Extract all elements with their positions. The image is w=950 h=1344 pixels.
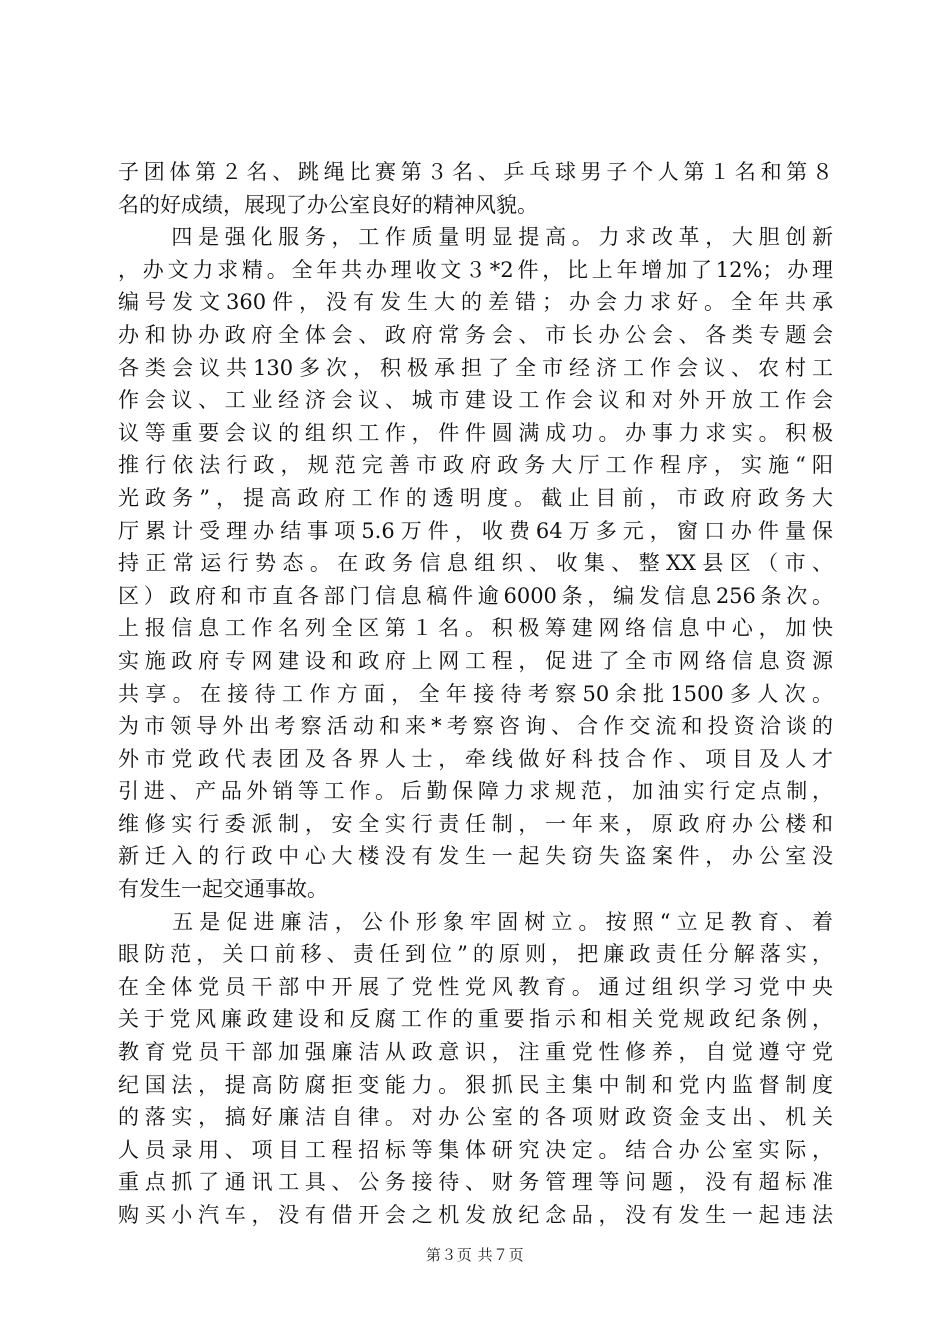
body-text xyxy=(118,156,833,1232)
text-line: 五是促进廉洁，公仆形象牢固树立。按照“立足教育、着 xyxy=(118,909,833,934)
text-line: 持正常运行势态。在政务信息组织、收集、整XX县区（市、 xyxy=(118,551,833,576)
text-line: 四是强化服务，工作质量明显提高。力求改革，大胆创新 xyxy=(118,225,833,250)
text-line: 子团体第２名、跳绳比赛第３名、乒乓球男子个人第１名和第８ xyxy=(118,160,833,184)
text-line: 光政务”，提高政府工作的透明度。截止目前，市政府政务大 xyxy=(118,485,833,510)
text-line: 维修实行委派制，安全实行责任制，一年来，原政府办公楼和 xyxy=(118,811,833,836)
text-line: 在全体党员干部中开展了党性党风教育。通过组织学习党中央 xyxy=(118,974,833,999)
page-number-footer: 第３页 共７页 xyxy=(425,1246,525,1264)
text-line: 新迁入的行政中心大楼没有发生一起失窃失盗案件，办公室没 xyxy=(118,844,833,869)
text-line: 外市党政代表团及各界人士，牵线做好科技合作、项目及人才 xyxy=(118,746,833,771)
text-line: 推行依法行政，规范完善市政府政务大厅工作程序，实施“阳 xyxy=(118,453,833,478)
text-line: 议等重要会议的组织工作，件件圆满成功。办事力求实。积极 xyxy=(118,420,833,445)
text-line: 重点抓了通讯工具、公务接待、财务管理等问题，没有超标准 xyxy=(118,1170,833,1195)
text-line: 教育党员干部加强廉洁从政意识，注重党性修养，自觉遵守党 xyxy=(118,1040,833,1065)
text-line: 共享。在接待工作方面，全年接待考察50余批1500多人次。 xyxy=(118,681,833,706)
text-line: 上报信息工作名列全区第１名。积极筹建网络信息中心，加快 xyxy=(118,616,833,641)
text-line: 编号发文360件，没有发生大的差错；办会力求好。全年共承 xyxy=(118,290,833,315)
text-line: 纪国法，提高防腐拒变能力。狠抓民主集中制和党内监督制度 xyxy=(118,1072,833,1097)
text-line: 厅累计受理办结事项5.6万件，收费64万多元，窗口办件量保 xyxy=(118,518,833,543)
text-line: 引进、产品外销等工作。后勤保障力求规范，加油实行定点制， xyxy=(118,779,833,804)
text-line: 眼防范，关口前移、责任到位”的原则，把廉政责任分解落实， xyxy=(118,942,833,967)
text-line: 的落实，搞好廉洁自律。对办公室的各项财政资金支出、机关 xyxy=(118,1105,833,1130)
text-line: 区）政府和市直各部门信息稿件逾6000条，编发信息256条次。 xyxy=(118,583,833,608)
text-line: 为市领导外出考察活动和来*考察咨询、合作交流和投资洽谈的 xyxy=(118,714,833,739)
text-line: 名的好成绩，展现了办公室良好的精神风貌。 xyxy=(118,192,538,217)
text-line: 作会议、工业经济会议、城市建设工作会议和对外开放工作会 xyxy=(118,388,833,413)
text-line: 有发生一起交通事故。 xyxy=(118,877,328,902)
text-line: 办和协办政府全体会、政府常务会、市长办公会、各类专题会 xyxy=(118,322,833,347)
text-line: 人员录用、项目工程招标等集体研究决定。结合办公室实际， xyxy=(118,1137,833,1162)
text-line: ，办文力求精。全年共办理收文３*2件，比上年增加了12%；办理 xyxy=(118,257,833,282)
text-line: 各类会议共130多次，积极承担了全市经济工作会议、农村工 xyxy=(118,355,833,380)
text-line: 购买小汽车，没有借开会之机发放纪念品，没有发生一起违法 xyxy=(118,1203,833,1227)
text-line: 关于党风廉政建设和反腐工作的重要指示和相关党规政纪条例， xyxy=(118,1007,833,1032)
text-line: 实施政府专网建设和政府上网工程，促进了全市网络信息资源 xyxy=(118,648,833,673)
